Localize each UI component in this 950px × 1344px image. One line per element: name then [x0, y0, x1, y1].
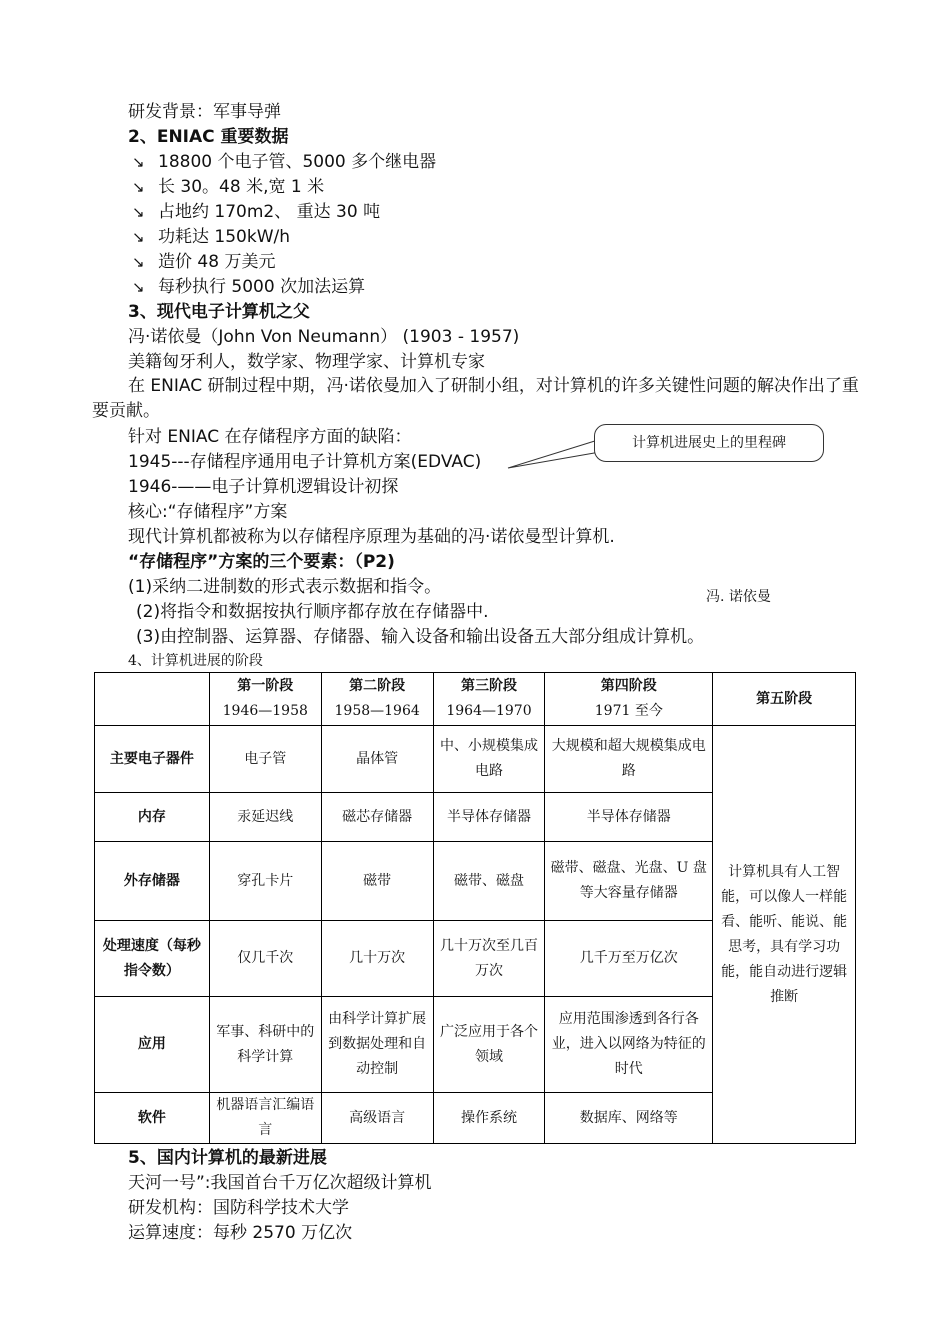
table-cell: 由科学计算扩展到数据处理和自动控制: [321, 997, 433, 1093]
stage-header: 第五阶段: [713, 673, 856, 726]
table-row: [95, 726, 856, 793]
modern-computers: 现代计算机都被称为以存储程序原理为基础的冯·诺依曼型计算机.: [128, 527, 615, 547]
neumann-identity: 美籍匈牙利人，数学家、物理学家、计算机专家: [128, 352, 485, 372]
down-right-arrow-icon: ↘: [132, 153, 145, 171]
table-cell: 磁带: [321, 842, 433, 921]
table-cell: 广泛应用于各个领域: [433, 997, 545, 1093]
row-label: 主要电子器件: [95, 726, 210, 793]
edvac-1945: 1945---存储程序通用电子计算机方案(EDVAC): [128, 452, 482, 472]
row-label: 内存: [95, 793, 210, 842]
table-cell: 穿孔卡片: [209, 842, 321, 921]
list-item: ↘ 每秒执行 5000 次加法运算: [132, 277, 366, 297]
section3-title: 3、现代电子计算机之父: [128, 302, 310, 322]
stage-header: 第三阶段 1964—1970: [433, 673, 545, 726]
computing-speed: 运算速度：每秒 2570 万亿次: [128, 1223, 353, 1243]
table-cell: 磁带、磁盘、光盘、U 盘等大容量存储器: [545, 842, 713, 921]
core-line: 核心:“存储程序”方案: [128, 502, 288, 522]
stage-header: 第一阶段 1946—1958: [209, 673, 321, 726]
down-right-arrow-icon: ↘: [132, 278, 145, 296]
down-right-arrow-icon: ↘: [132, 203, 145, 221]
table-cell: 中、小规模集成电路: [433, 726, 545, 793]
stages-table: [94, 672, 856, 1144]
tianhe-line: 天河一号”:我国首台千万亿次超级计算机: [128, 1173, 432, 1193]
table-cell: 操作系统: [433, 1093, 545, 1144]
fifth-stage-description: 计算机具有人工智能，可以像人一样能看、能听、能说、能思考，具有学习功能，能自动进行逻辑推断: [713, 726, 856, 1144]
table-corner-cell: [95, 673, 210, 726]
defect-intro: 针对 ENIAC 在存储程序方面的缺陷：: [128, 427, 412, 447]
row-label: 处理速度（每秒指令数）: [95, 921, 210, 997]
table-cell: 磁芯存储器: [321, 793, 433, 842]
table-cell: 晶体管: [321, 726, 433, 793]
table-cell: 几千万至万亿次: [545, 921, 713, 997]
list-item: ↘ 18800 个电子管、5000 多个继电器: [132, 152, 437, 172]
milestone-callout: 计算机进展史上的里程碑: [594, 424, 824, 462]
stage-header: 第四阶段 1971 至今: [545, 673, 713, 726]
section5-title: 5、国内计算机的最新进展: [128, 1148, 327, 1168]
table-cell: 电子管: [209, 726, 321, 793]
down-right-arrow-icon: ↘: [132, 253, 145, 271]
table-cell: 仅几千次: [209, 921, 321, 997]
table-cell: 几十万次至几百万次: [433, 921, 545, 997]
table-cell: 应用范围渗透到各行各业，进入以网络为特征的时代: [545, 997, 713, 1093]
elements-title: “存储程序”方案的三个要素：（P2): [128, 552, 395, 572]
table-cell: 半导体存储器: [545, 793, 713, 842]
stage-header: 第二阶段 1958—1964: [321, 673, 433, 726]
neumann-name: 冯·诺依曼（John Von Neumann） (1903 - 1957): [128, 327, 520, 347]
photo-caption: 冯. 诺依曼: [706, 589, 771, 605]
table-cell: 半导体存储器: [433, 793, 545, 842]
down-right-arrow-icon: ↘: [132, 178, 145, 196]
table-cell: 大规模和超大规模集成电路: [545, 726, 713, 793]
table-cell: 几十万次: [321, 921, 433, 997]
table-cell: 高级语言: [321, 1093, 433, 1144]
section4-title: 4、计算机进展的阶段: [128, 653, 263, 669]
list-item: ↘ 长 30。48 米,宽 1 米: [132, 177, 325, 197]
table-cell: 数据库、网络等: [545, 1093, 713, 1144]
down-right-arrow-icon: ↘: [132, 228, 145, 246]
row-label: 应用: [95, 997, 210, 1093]
neumann-contribution: 在 ENIAC 研制过程中期，冯·诺依曼加入了研制小组，对计算机的许多关键性问题的解决作出了重要贡献。: [92, 376, 859, 421]
table-header-row: [95, 673, 856, 726]
logic-design-1946: 1946-——电子计算机逻辑设计初探: [128, 477, 399, 497]
element-item: (3)由控制器、运算器、存储器、输入设备和输出设备五大部分组成计算机。: [136, 627, 705, 647]
element-item: (2)将指令和数据按执行顺序都存放在存储器中.: [136, 602, 489, 622]
row-label: 外存储器: [95, 842, 210, 921]
table-cell: 军事、科研中的科学计算: [209, 997, 321, 1093]
section2-title: 2、ENIAC 重要数据: [128, 127, 289, 147]
list-item: ↘ 功耗达 150kW/h: [132, 227, 291, 247]
table-cell: 机器语言汇编语言: [209, 1093, 321, 1144]
table-cell: 汞延迟线: [209, 793, 321, 842]
table-cell: 磁带、磁盘: [433, 842, 545, 921]
list-item: ↘ 造价 48 万美元: [132, 252, 276, 272]
list-item: ↘ 占地约 170m2、 重达 30 吨: [132, 202, 381, 222]
research-background: 研发背景：军事导弹: [128, 102, 281, 122]
research-institution: 研发机构：国防科学技术大学: [128, 1198, 349, 1218]
row-label: 软件: [95, 1093, 210, 1144]
element-item: (1)采纳二进制数的形式表示数据和指令。: [128, 577, 442, 597]
